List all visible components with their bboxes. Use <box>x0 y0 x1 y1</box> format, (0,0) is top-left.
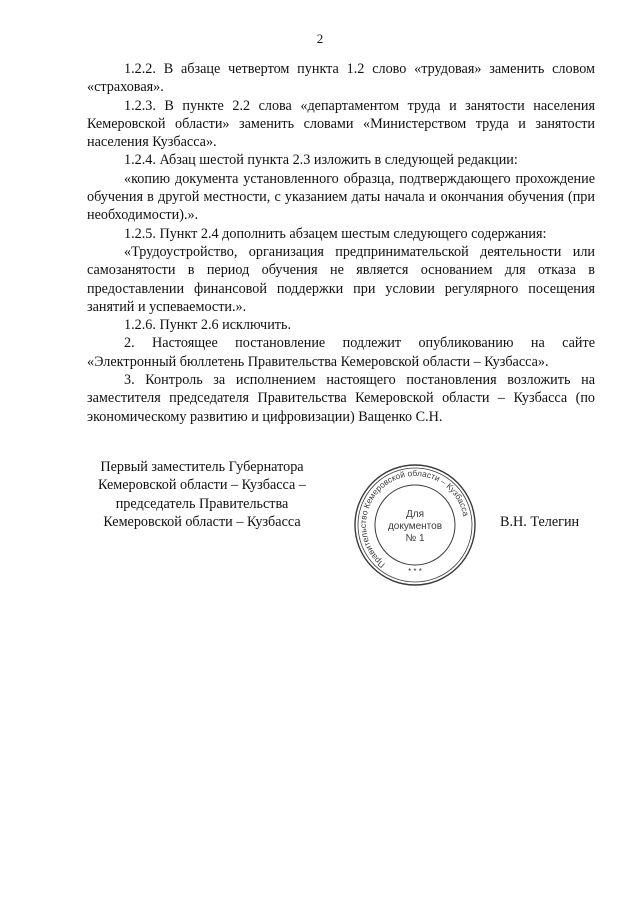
paragraph-1-2-3: 1.2.3. В пункте 2.2 слова «департаментом труда и занятости населения Кемеровской области» заменить словами «Министерством труда и занятости населения Кузбасса». <box>87 97 595 151</box>
signer-name: В.Н. Телегин <box>500 514 580 530</box>
stamp-stars: * * * <box>408 567 422 576</box>
signatory-title-line: Кемеровской области – Кузбасса <box>103 513 301 530</box>
stamp-center-line: Для <box>405 509 425 520</box>
signatory-title <box>80 458 324 531</box>
document-body <box>87 60 595 426</box>
paragraph-1-2-2: 1.2.2. В абзаце четвертом пункта 1.2 слово «трудовая» заменить словом «страховая». <box>87 61 595 96</box>
signatory-title-line: председатель Правительства <box>115 495 289 512</box>
paragraph-1-2-5-quote: «Трудоустройство, организация предпринимательской деятельности или самозанятости в период обучения не является основанием для отказа в предоставлении финансовой поддержки при условии регулярного посещения занятий и успеваемости.». <box>87 243 595 315</box>
paragraph-3: 3. Контроль за исполнением настоящего постановления возложить на заместителя председателя Правительства Кемеровской области – Кузбасса (по экономическому развитию и цифровизации) Ващенко С.Н. <box>87 372 595 425</box>
stamp-center-line: документов <box>387 521 443 532</box>
paragraph-1-2-5: 1.2.5. Пункт 2.4 дополнить абзацем шестым следующего содержания: <box>124 225 547 242</box>
paragraph-1-2-4: 1.2.4. Абзац шестой пункта 2.3 изложить в следующей редакции: <box>124 152 518 169</box>
signatory-title-line: Кемеровской области – Кузбасса – <box>98 477 306 494</box>
stamp-center-line: № 1 <box>405 533 425 544</box>
official-stamp <box>352 462 478 588</box>
paragraph-1-2-4-quote: «копию документа установленного образца, подтверждающего прохождение обучения в другой местности, с указанием даты начала и окончания обучения (при необходимости).». <box>87 170 595 224</box>
page-number: 2 <box>316 31 324 46</box>
stamp-ring-text: Правительство Кемеровской области – Кузбасса <box>357 467 472 571</box>
signatory-title-line: Первый заместитель Губернатора <box>100 459 304 475</box>
paragraph-1-2-6: 1.2.6. Пункт 2.6 исключить. <box>124 317 292 334</box>
paragraph-2: 2. Настоящее постановление подлежит опубликованию на сайте «Электронный бюллетень Правительства Кемеровской области – Кузбасса». <box>87 335 595 370</box>
